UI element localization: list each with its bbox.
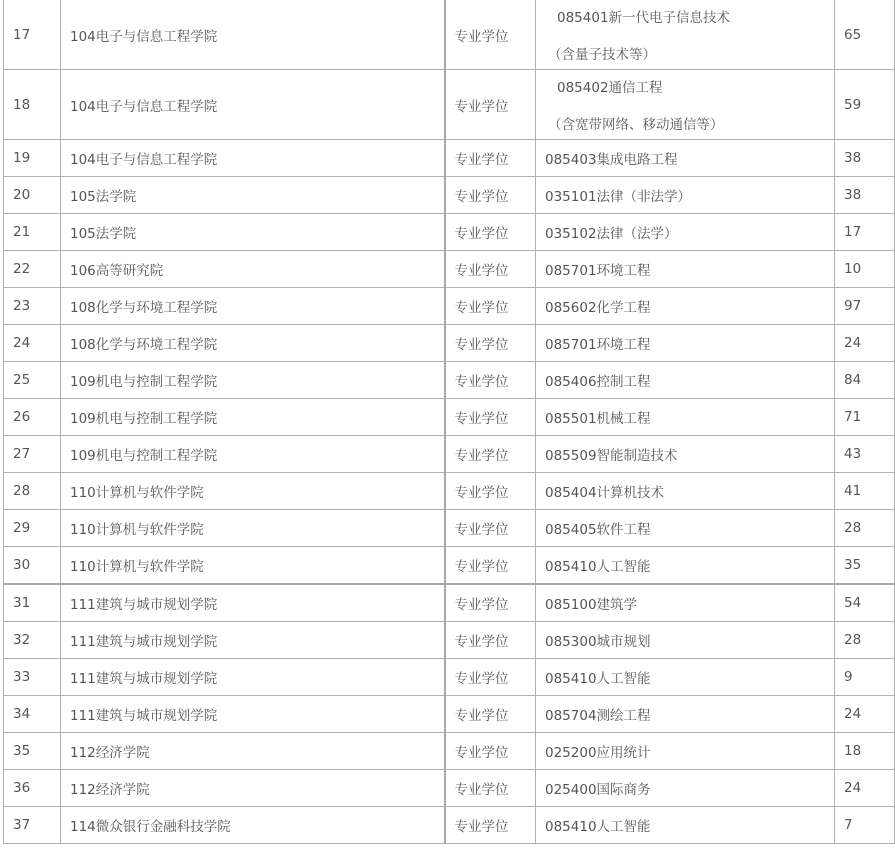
table-row (4, 770, 895, 807)
quota-cell: 97 (835, 288, 895, 325)
degree-type-cell: 专业学位 (445, 696, 536, 733)
table-row (4, 584, 895, 622)
major-name: 085401新一代电子信息技术 (557, 10, 731, 26)
major-cell: 085100建筑学 (536, 584, 835, 622)
degree-type-cell: 专业学位 (445, 362, 536, 399)
table-row (4, 362, 895, 399)
quota-cell: 9 (835, 659, 895, 696)
degree-type-cell: 专业学位 (445, 510, 536, 547)
major-cell: 025200应用统计 (536, 733, 835, 770)
college-cell: 109机电与控制工程学院 (61, 436, 445, 473)
major-cell: 085410人工智能 (536, 659, 835, 696)
major-cell (536, 70, 835, 140)
major-name: 085402通信工程 (557, 80, 663, 96)
major-cell: 085410人工智能 (536, 547, 835, 585)
degree-type-cell: 专业学位 (445, 214, 536, 251)
quota-cell: 41 (835, 473, 895, 510)
table-row (4, 288, 895, 325)
college-cell: 105法学院 (61, 177, 445, 214)
table-row (4, 807, 895, 844)
degree-type-cell: 专业学位 (445, 622, 536, 659)
row-number: 27 (4, 436, 61, 473)
degree-type-cell: 专业学位 (445, 807, 536, 844)
row-number: 31 (4, 584, 61, 622)
quota-cell: 24 (835, 770, 895, 807)
row-number: 33 (4, 659, 61, 696)
table-row (4, 659, 895, 696)
table-row (4, 214, 895, 251)
table-row (4, 325, 895, 362)
quota-cell: 65 (835, 0, 895, 70)
row-number: 21 (4, 214, 61, 251)
quota-cell: 38 (835, 177, 895, 214)
college-cell: 109机电与控制工程学院 (61, 399, 445, 436)
major-cell: 085406控制工程 (536, 362, 835, 399)
table-row (4, 0, 895, 70)
degree-type-cell: 专业学位 (445, 733, 536, 770)
college-cell: 106高等研究院 (61, 251, 445, 288)
major-note: （含量子技术等） (548, 47, 656, 63)
major-cell: 085602化学工程 (536, 288, 835, 325)
quota-cell: 38 (835, 140, 895, 177)
row-number: 24 (4, 325, 61, 362)
row-number: 34 (4, 696, 61, 733)
college-cell: 108化学与环境工程学院 (61, 325, 445, 362)
quota-cell: 28 (835, 622, 895, 659)
college-cell: 104电子与信息工程学院 (61, 70, 445, 140)
major-cell: 085405软件工程 (536, 510, 835, 547)
degree-type-cell: 专业学位 (445, 0, 536, 70)
row-number: 35 (4, 733, 61, 770)
college-cell: 105法学院 (61, 214, 445, 251)
table-row (4, 473, 895, 510)
table-row (4, 733, 895, 770)
degree-type-cell: 专业学位 (445, 177, 536, 214)
table-row (4, 436, 895, 473)
table-row (4, 696, 895, 733)
row-number: 20 (4, 177, 61, 214)
major-cell: 085404计算机技术 (536, 473, 835, 510)
college-cell: 110计算机与软件学院 (61, 547, 445, 585)
college-cell: 109机电与控制工程学院 (61, 362, 445, 399)
degree-type-cell: 专业学位 (445, 399, 536, 436)
row-number: 22 (4, 251, 61, 288)
major-cell: 025400国际商务 (536, 770, 835, 807)
major-cell: 085300城市规划 (536, 622, 835, 659)
major-cell: 035101法律（非法学） (536, 177, 835, 214)
row-number: 17 (4, 0, 61, 70)
degree-type-cell: 专业学位 (445, 473, 536, 510)
row-number: 32 (4, 622, 61, 659)
table-row (4, 251, 895, 288)
major-note: （含宽带网络、移动通信等） (548, 117, 724, 133)
college-cell: 110计算机与软件学院 (61, 473, 445, 510)
college-cell: 111建筑与城市规划学院 (61, 659, 445, 696)
major-cell: 085701环境工程 (536, 251, 835, 288)
quota-cell: 54 (835, 584, 895, 622)
quota-cell: 17 (835, 214, 895, 251)
major-cell (536, 0, 835, 70)
degree-type-cell: 专业学位 (445, 325, 536, 362)
quota-cell: 84 (835, 362, 895, 399)
college-cell: 104电子与信息工程学院 (61, 140, 445, 177)
college-cell: 112经济学院 (61, 733, 445, 770)
quota-cell: 24 (835, 696, 895, 733)
major-cell: 085701环境工程 (536, 325, 835, 362)
college-cell: 104电子与信息工程学院 (61, 0, 445, 70)
major-cell: 085403集成电路工程 (536, 140, 835, 177)
row-number: 30 (4, 547, 61, 585)
college-cell: 110计算机与软件学院 (61, 510, 445, 547)
table-row (4, 399, 895, 436)
quota-cell: 43 (835, 436, 895, 473)
row-number: 28 (4, 473, 61, 510)
row-number: 26 (4, 399, 61, 436)
row-number: 25 (4, 362, 61, 399)
row-number: 18 (4, 70, 61, 140)
degree-type-cell: 专业学位 (445, 251, 536, 288)
degree-type-cell: 专业学位 (445, 659, 536, 696)
degree-type-cell: 专业学位 (445, 140, 536, 177)
row-number: 29 (4, 510, 61, 547)
quota-cell: 18 (835, 733, 895, 770)
row-number: 37 (4, 807, 61, 844)
college-cell: 111建筑与城市规划学院 (61, 584, 445, 622)
major-cell: 085410人工智能 (536, 807, 835, 844)
degree-type-cell: 专业学位 (445, 436, 536, 473)
college-cell: 112经济学院 (61, 770, 445, 807)
table-row (4, 547, 895, 585)
table-row (4, 510, 895, 547)
row-number: 36 (4, 770, 61, 807)
major-cell: 085704测绘工程 (536, 696, 835, 733)
row-number: 19 (4, 140, 61, 177)
major-cell: 085501机械工程 (536, 399, 835, 436)
college-cell: 108化学与环境工程学院 (61, 288, 445, 325)
degree-type-cell: 专业学位 (445, 288, 536, 325)
college-cell: 114微众银行金融科技学院 (61, 807, 445, 844)
degree-type-cell: 专业学位 (445, 547, 536, 585)
quota-cell: 28 (835, 510, 895, 547)
quota-cell: 71 (835, 399, 895, 436)
major-cell: 085509智能制造技术 (536, 436, 835, 473)
row-number: 23 (4, 288, 61, 325)
table-row (4, 177, 895, 214)
degree-type-cell: 专业学位 (445, 770, 536, 807)
quota-cell: 7 (835, 807, 895, 844)
table-row (4, 70, 895, 140)
table-row (4, 140, 895, 177)
college-cell: 111建筑与城市规划学院 (61, 696, 445, 733)
college-cell: 111建筑与城市规划学院 (61, 622, 445, 659)
quota-cell: 24 (835, 325, 895, 362)
degree-type-cell: 专业学位 (445, 70, 536, 140)
quota-cell: 35 (835, 547, 895, 585)
quota-cell: 10 (835, 251, 895, 288)
quota-cell: 59 (835, 70, 895, 140)
enrollment-table (3, 0, 895, 844)
degree-type-cell: 专业学位 (445, 584, 536, 622)
table-row (4, 622, 895, 659)
major-cell: 035102法律（法学） (536, 214, 835, 251)
